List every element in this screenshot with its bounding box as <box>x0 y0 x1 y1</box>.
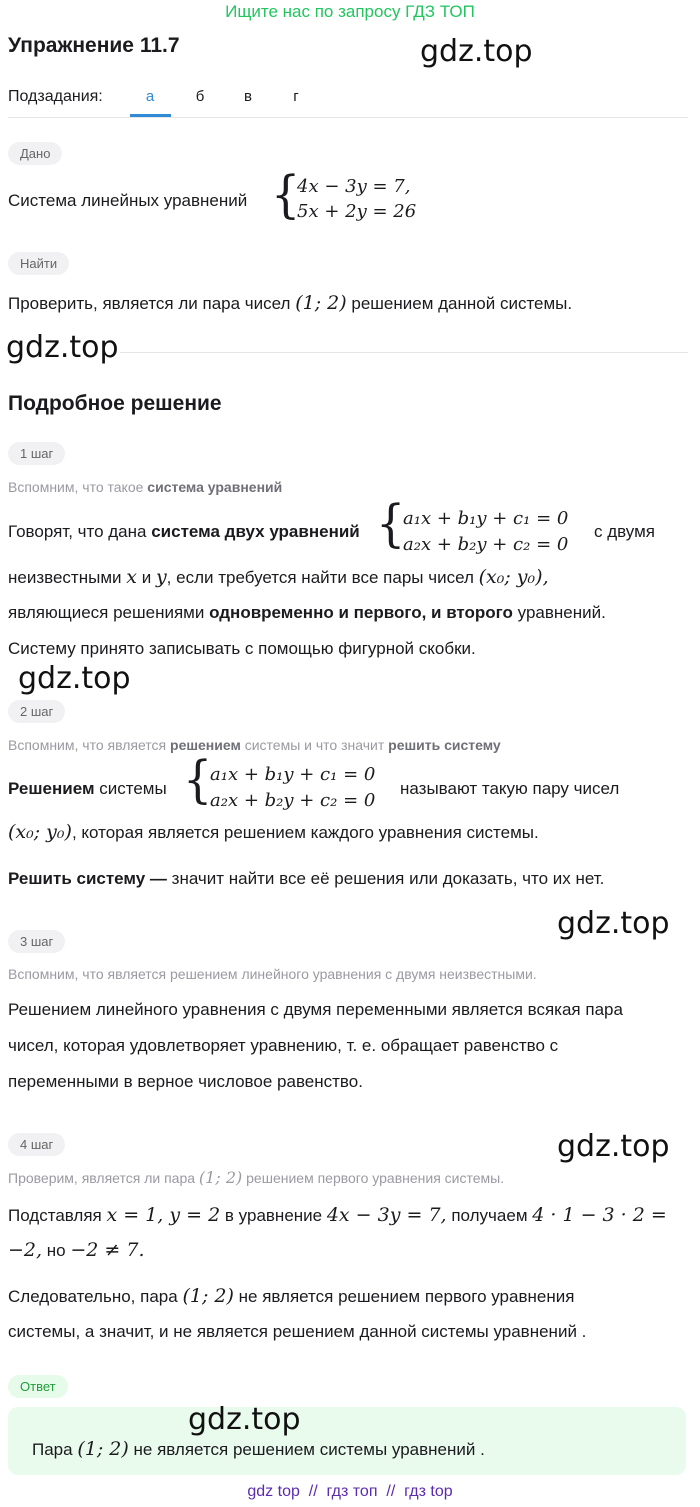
subtasks-label: Подзадания: <box>8 88 103 105</box>
footer-links[interactable]: gdz top // гдз топ // гдз top <box>247 1483 453 1500</box>
step-1-line-4: Систему принято записывать с помощью фигурной скобки. <box>8 639 476 658</box>
step-2-line-1-suffix: называют такую пару чисел <box>400 779 620 798</box>
given-pill: Дано <box>8 142 62 165</box>
step-2-pill: 2 шаг <box>8 700 65 723</box>
section-divider <box>120 352 688 353</box>
subtasks-divider <box>8 117 688 118</box>
given-system-brace: { <box>271 164 301 224</box>
step-1-hint: Вспомним, что такое система уравнений <box>8 479 283 495</box>
find-pair: (1; 2) <box>295 292 347 314</box>
solution-title: Подробное решение <box>8 392 222 415</box>
step-2-general-eq-1: a₁x + b₁y + c₁ = 0 <box>210 764 376 785</box>
step-3-pill: 3 шаг <box>8 930 65 953</box>
step-4-line-4: системы, а значит, и не является решением данной системы уравнений . <box>8 1322 587 1341</box>
step-1-line-3: являющиеся решениями одновременно и первого, и второго уравнений. <box>8 603 606 622</box>
tab-b[interactable]: б <box>195 88 205 105</box>
given-equation-1: 4x − 3y = 7, <box>297 176 411 197</box>
step-2-line-3: Решить систему — значит найти все её решения или доказать, что их нет. <box>8 869 605 888</box>
step-4-hint: Проверим, является ли пара (1; 2) решением первого уравнения системы. <box>8 1168 505 1187</box>
step-4-pill: 4 шаг <box>8 1133 65 1156</box>
tab-g[interactable]: г <box>293 88 299 105</box>
find-pill: Найти <box>8 252 69 275</box>
step-4-line-3: Следовательно, пара (1; 2) не является решением первого уравнения <box>8 1285 575 1307</box>
step-1-line-1-suffix: с двумя <box>594 522 656 541</box>
watermark: gdz.top <box>420 34 533 69</box>
step-2-line-1: Решением системы <box>8 779 167 798</box>
step-4-line-1: Подставляя x = 1, y = 2 в уравнение 4x − 3y = 7, получаем 4 · 1 − 3 · 2 = <box>8 1204 667 1226</box>
step-3-line-2: чисел, которая удовлетворяет уравнению, т. е. обращает равенство с <box>8 1036 559 1055</box>
step-3-hint: Вспомним, что является решением линейного уравнения с двумя неизвестными. <box>8 966 537 982</box>
find-text: Проверить, является ли пара чисел (1; 2) решением данной системы. <box>8 292 573 314</box>
page-title: Упражнение 11.7 <box>8 34 180 57</box>
step-3-line-3: переменными в верное числовое равенство. <box>8 1072 363 1091</box>
given-text: Система линейных уравнений <box>8 191 248 210</box>
step-2-system-brace: { <box>183 749 213 809</box>
watermark: gdz.top <box>557 906 670 941</box>
step-1-line-2: неизвестными x и y, если требуется найти все пары чисел (x₀; y₀), <box>8 566 549 588</box>
answer-text: Пара (1; 2) не является решением системы уравнений . <box>32 1438 485 1460</box>
step-1-general-eq-2: a₂x + b₂y + c₂ = 0 <box>403 534 569 555</box>
watermark: gdz.top <box>18 661 131 696</box>
step-3-line-1: Решением линейного уравнения с двумя переменными является всякая пара <box>8 1000 623 1019</box>
step-1-system-brace: { <box>376 493 406 553</box>
tab-v[interactable]: в <box>244 88 252 105</box>
step-1-pill: 1 шаг <box>8 442 65 465</box>
answer-pill: Ответ <box>8 1375 68 1398</box>
tab-a[interactable]: а <box>145 88 155 105</box>
watermark: gdz.top <box>557 1129 670 1164</box>
watermark: gdz.top <box>6 330 119 365</box>
given-equation-2: 5x + 2y = 26 <box>297 201 417 222</box>
step-2-line-2: (x₀; y₀), которая является решением каждого уравнения системы. <box>8 821 539 843</box>
step-1-general-eq-1: a₁x + b₁y + c₁ = 0 <box>403 508 569 529</box>
watermark: gdz.top <box>188 1402 301 1437</box>
search-banner: Ищите нас по запросу ГДЗ ТОП <box>225 2 475 21</box>
step-2-general-eq-2: a₂x + b₂y + c₂ = 0 <box>210 790 376 811</box>
step-4-line-2: −2, но −2 ≠ 7. <box>8 1239 145 1261</box>
step-2-hint: Вспомним, что является решением системы и что значит решить систему <box>8 737 501 753</box>
step-1-line-1: Говорят, что дана система двух уравнений <box>8 522 360 541</box>
